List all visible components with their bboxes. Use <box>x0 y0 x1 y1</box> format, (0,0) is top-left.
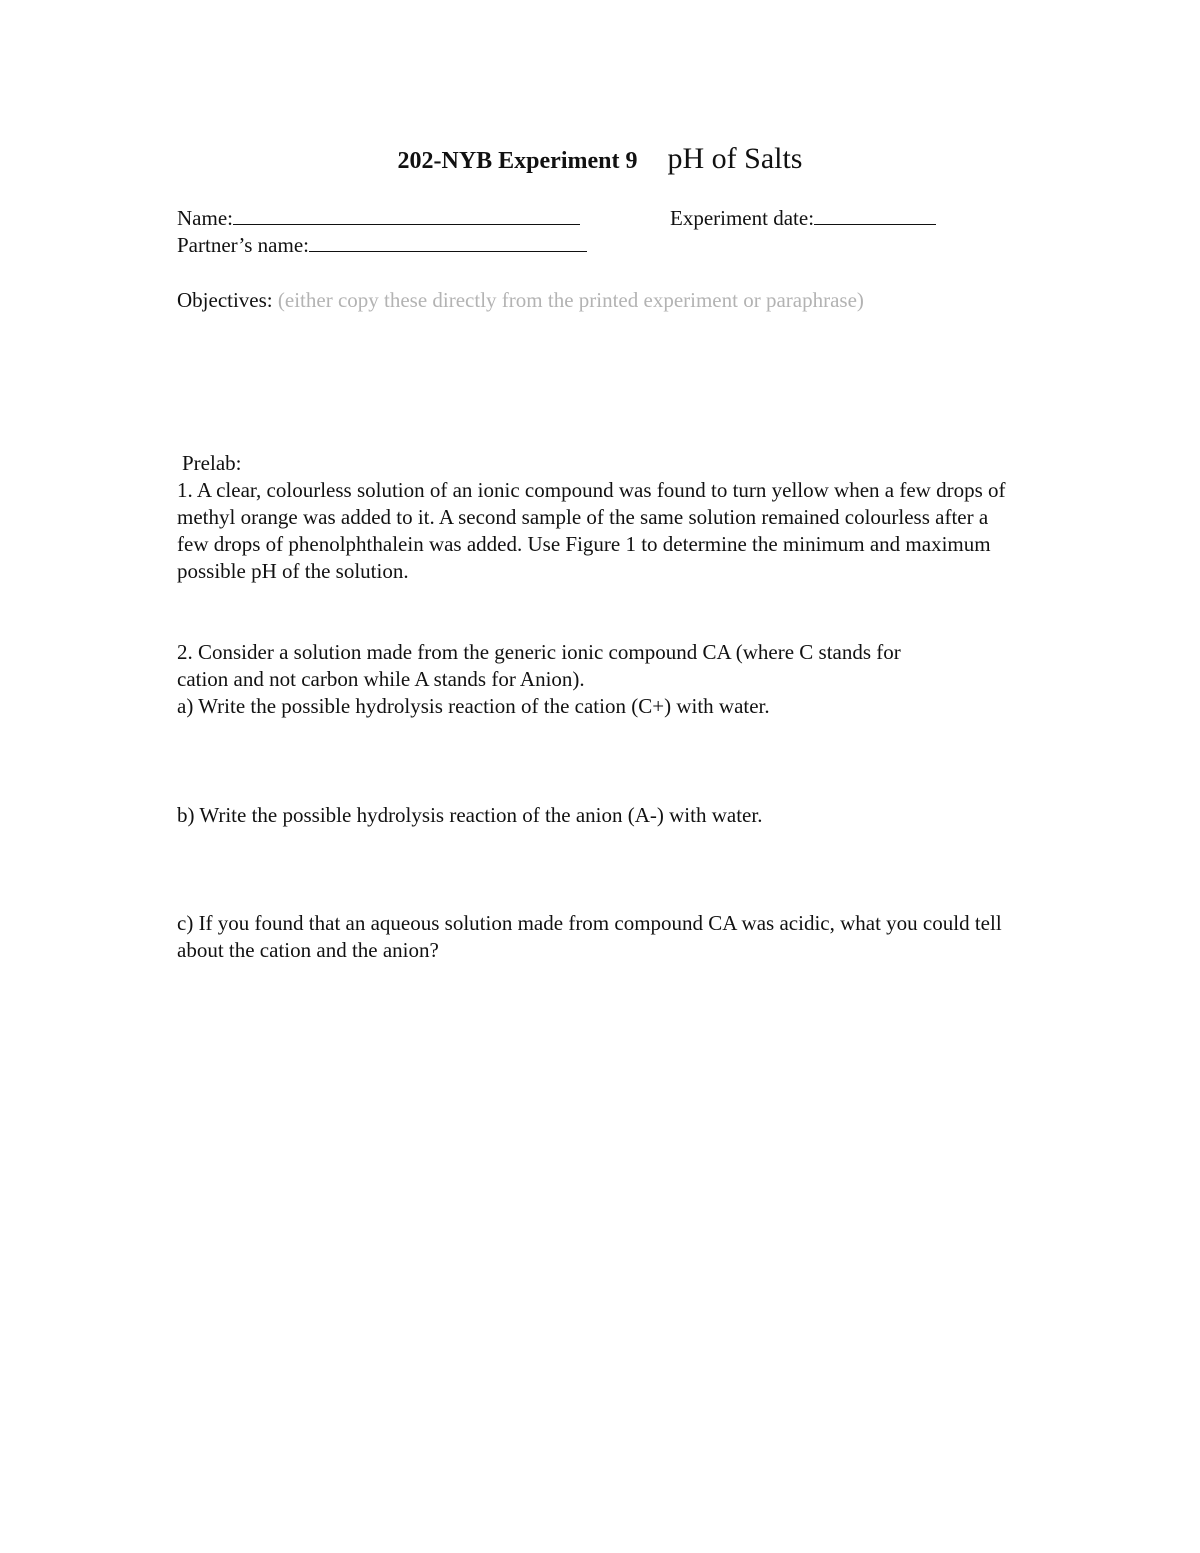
objectives-label: Objectives: <box>177 288 273 312</box>
objectives-hint: (either copy these directly from the printed experiment or paraphrase) <box>277 288 864 312</box>
prelab-question-2b: b) Write the possible hydrolysis reaction of the anion (A-) with water. <box>177 803 763 827</box>
question-2c-text: c) If you found that an aqueous solution made from compound CA was acidic, what you could tell about the cation and the anion? <box>177 911 1002 962</box>
prelab-question-2c <box>177 910 1017 964</box>
partner-name-blank[interactable] <box>309 232 587 252</box>
name-blank[interactable] <box>233 205 580 225</box>
question-1-text: 1. A clear, colourless solution of an ionic compound was found to turn yellow when a few drops of methyl orange was added to it. A second sample of the same solution remained colourless after a few drops of phenolphthalein was added. Use Figure 1 to determine the minimum and maximum possible pH of the solution. <box>177 478 1006 583</box>
course-experiment-title: 202-NYB Experiment 9 <box>397 148 638 174</box>
prelab-question-2-line-2: cation and not carbon while A stands for Anion). <box>177 667 585 691</box>
topic-title: pH of Salts <box>667 142 803 175</box>
name-row <box>177 205 580 232</box>
page-title <box>0 142 1200 176</box>
prelab-question-2-line-1: 2. Consider a solution made from the generic ionic compound CA (where C stands for <box>177 640 901 664</box>
objectives-row <box>177 287 864 314</box>
prelab-heading: Prelab: <box>182 451 242 475</box>
experiment-date-blank[interactable] <box>814 205 936 225</box>
prelab-question-2a: a) Write the possible hydrolysis reaction of the cation (C+) with water. <box>177 694 770 718</box>
prelab-question-1 <box>177 477 1017 585</box>
partner-row <box>177 232 587 259</box>
experiment-date-label: Experiment date: <box>670 206 815 230</box>
experiment-date-row <box>670 205 936 232</box>
partner-name-label: Partner’s name: <box>177 233 309 257</box>
name-label: Name: <box>177 206 233 230</box>
